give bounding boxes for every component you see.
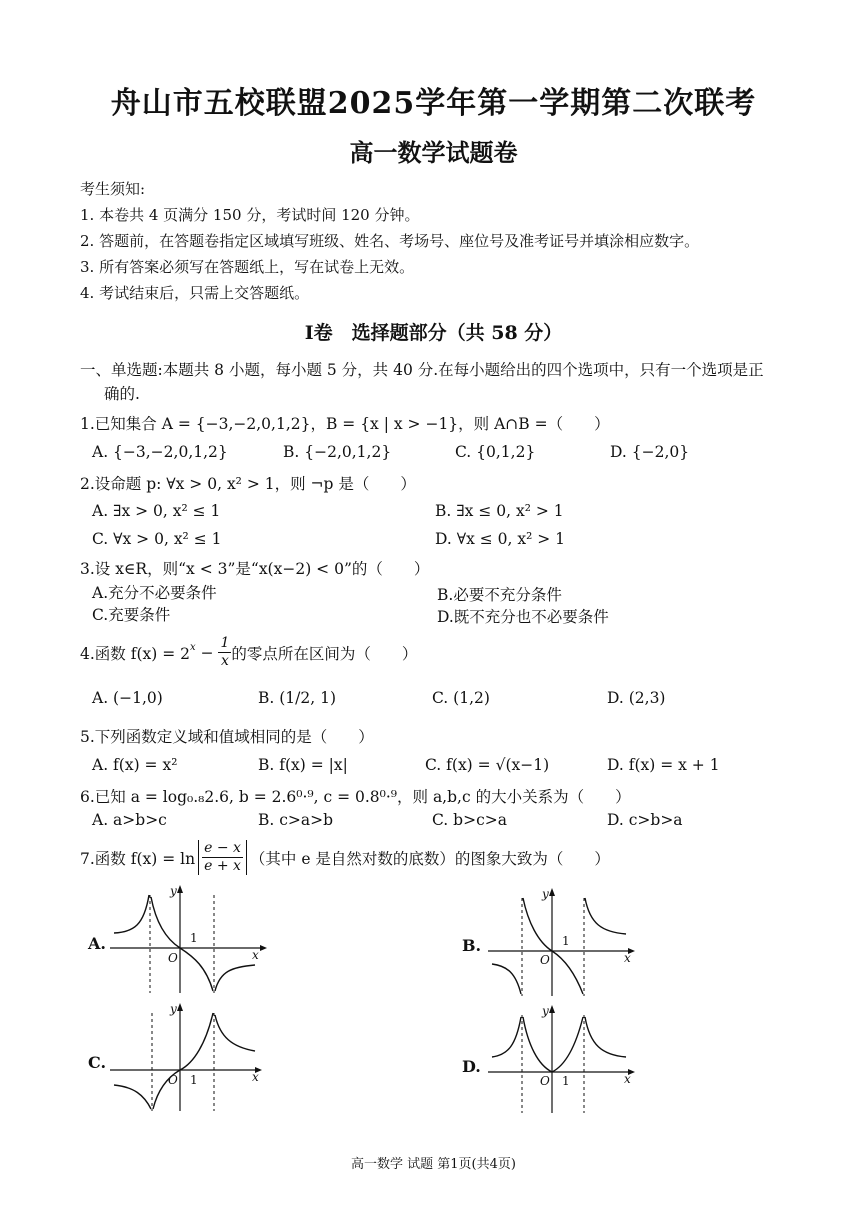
graph-c-x-label: x	[252, 1070, 259, 1084]
q4-fraction	[218, 635, 231, 670]
q4-minus: −	[195, 643, 219, 662]
notice-item: 1. 本卷共 4 页满分 150 分，考试时间 120 分钟。	[80, 206, 420, 224]
question-1-option-b: B. {−2,0,1,2}	[283, 443, 392, 461]
question-2-stem: 2.设命题 p: ∀x > 0, x² > 1，则 ¬p 是（ ）	[80, 475, 416, 493]
notice-heading: 考生须知:	[80, 180, 146, 198]
graph-a-one: 1	[190, 931, 198, 945]
question-1-option-a: A. {−3,−2,0,1,2}	[92, 443, 228, 461]
exam-subtitle: 高一数学试题卷	[349, 138, 518, 167]
q4-fraction-denominator: x	[220, 653, 229, 669]
question-4-option-b: B. (1/2, 1)	[258, 689, 336, 707]
q7-stem-suffix: （其中 e 是自然对数的底数）的图象大致为（ ）	[249, 849, 610, 868]
question-5-stem: 5.下列函数定义域和值域相同的是（ ）	[80, 728, 374, 746]
graph-d-y-label: y	[542, 1004, 549, 1018]
question-7-option-b: B.	[462, 936, 482, 955]
question-2-option-c: C. ∀x > 0, x² ≤ 1	[92, 530, 222, 548]
graph-d	[488, 1005, 648, 1115]
graph-b-one: 1	[562, 934, 570, 948]
question-5-option-a: A. f(x) = x²	[92, 756, 178, 774]
graph-a-x-label: x	[252, 948, 259, 962]
notice-item: 2. 答题前，在答题卷指定区域填写班级、姓名、考场号、座位号及准考证号并填涂相应数字。	[80, 232, 700, 250]
question-4-option-c: C. (1,2)	[432, 689, 490, 707]
graph-d-origin: O	[540, 1074, 550, 1088]
question-3-option-a: A.充分不必要条件	[92, 584, 217, 602]
question-5-option-c: C. f(x) = √(x−1)	[425, 756, 550, 774]
q7-abs-fraction	[198, 840, 247, 875]
q7-stem-prefix: 7.函数 f(x) = ln	[80, 849, 196, 868]
question-7-stem	[80, 840, 610, 875]
graph-b	[488, 888, 648, 998]
question-7-option-d: D.	[462, 1057, 481, 1076]
graph-b-x-label: x	[624, 951, 631, 965]
page-footer: 高一数学 试题 第1页(共4页)	[351, 1157, 516, 1172]
section-instruction: 确的.	[104, 385, 140, 403]
q4-stem-suffix: 的零点所在区间为（ ）	[231, 644, 418, 663]
question-2-option-a: A. ∃x > 0, x² ≤ 1	[92, 502, 221, 520]
q7-fraction-numerator: e − x	[204, 840, 241, 856]
notice-item: 4. 考试结束后，只需上交答题纸。	[80, 284, 310, 302]
section-title: I卷 选择题部分（共 58 分）	[304, 322, 563, 344]
question-2-option-d: D. ∀x ≤ 0, x² > 1	[435, 530, 566, 548]
graph-b-origin: O	[540, 953, 550, 967]
graph-c-y-label: y	[170, 1002, 177, 1016]
graph-a-origin: O	[168, 951, 178, 965]
q7-fraction-denominator: e + x	[204, 858, 241, 874]
question-3-option-b: B.必要不充分条件	[437, 586, 562, 604]
question-3-option-c: C.充要条件	[92, 606, 171, 624]
question-2-option-b: B. ∃x ≤ 0, x² > 1	[435, 502, 564, 520]
notice-item: 3. 所有答案必须写在答题纸上，写在试卷上无效。	[80, 258, 415, 276]
question-4-option-a: A. (−1,0)	[92, 689, 163, 707]
exam-title: 舟山市五校联盟2025学年第一学期第二次联考	[110, 86, 757, 121]
q4-stem-prefix: 4.函数 f(x) = 2	[80, 644, 190, 663]
section-instruction: 一、单选题:本题共 8 小题，每小题 5 分，共 40 分.在每小题给出的四个选项中，只有一个选项是正	[80, 361, 764, 379]
question-6-option-c: C. b>c>a	[432, 811, 507, 829]
question-3-stem: 3.设 x∈R，则“x < 3”是“x(x−2) < 0”的（ ）	[80, 560, 430, 578]
graph-c	[110, 1003, 270, 1113]
graph-b-y-label: y	[542, 887, 549, 901]
question-7-option-a: A.	[88, 934, 106, 953]
question-6-option-d: D. c>b>a	[607, 811, 683, 829]
question-3-option-d: D.既不充分也不必要条件	[437, 608, 609, 626]
question-1-option-d: D. {−2,0}	[610, 443, 690, 461]
graph-a	[110, 885, 270, 995]
question-1-option-c: C. {0,1,2}	[455, 443, 536, 461]
question-6-option-b: B. c>a>b	[258, 811, 334, 829]
question-4-stem	[80, 635, 417, 670]
question-4-option-d: D. (2,3)	[607, 689, 666, 707]
question-5-option-d: D. f(x) = x + 1	[607, 756, 720, 774]
question-6-option-a: A. a>b>c	[92, 811, 167, 829]
graph-c-one: 1	[190, 1073, 198, 1087]
graph-d-x-label: x	[624, 1072, 631, 1086]
question-5-option-b: B. f(x) = |x|	[258, 756, 348, 774]
graph-d-one: 1	[562, 1074, 570, 1088]
q4-fraction-numerator: 1	[220, 635, 230, 651]
q4-exponent: x	[190, 642, 196, 653]
question-1-stem: 1.已知集合 A = {−3,−2,0,1,2}，B = {x | x > −1}，则 A∩B =（ ）	[80, 415, 610, 433]
question-6-stem: 6.已知 a = log₀.₈2.6, b = 2.6⁰·⁹, c = 0.8⁰·⁹，则 a,b,c 的大小关系为（ ）	[80, 788, 631, 806]
graph-c-origin: O	[168, 1073, 178, 1087]
graph-a-y-label: y	[170, 884, 177, 898]
question-7-option-c: C.	[88, 1053, 107, 1072]
